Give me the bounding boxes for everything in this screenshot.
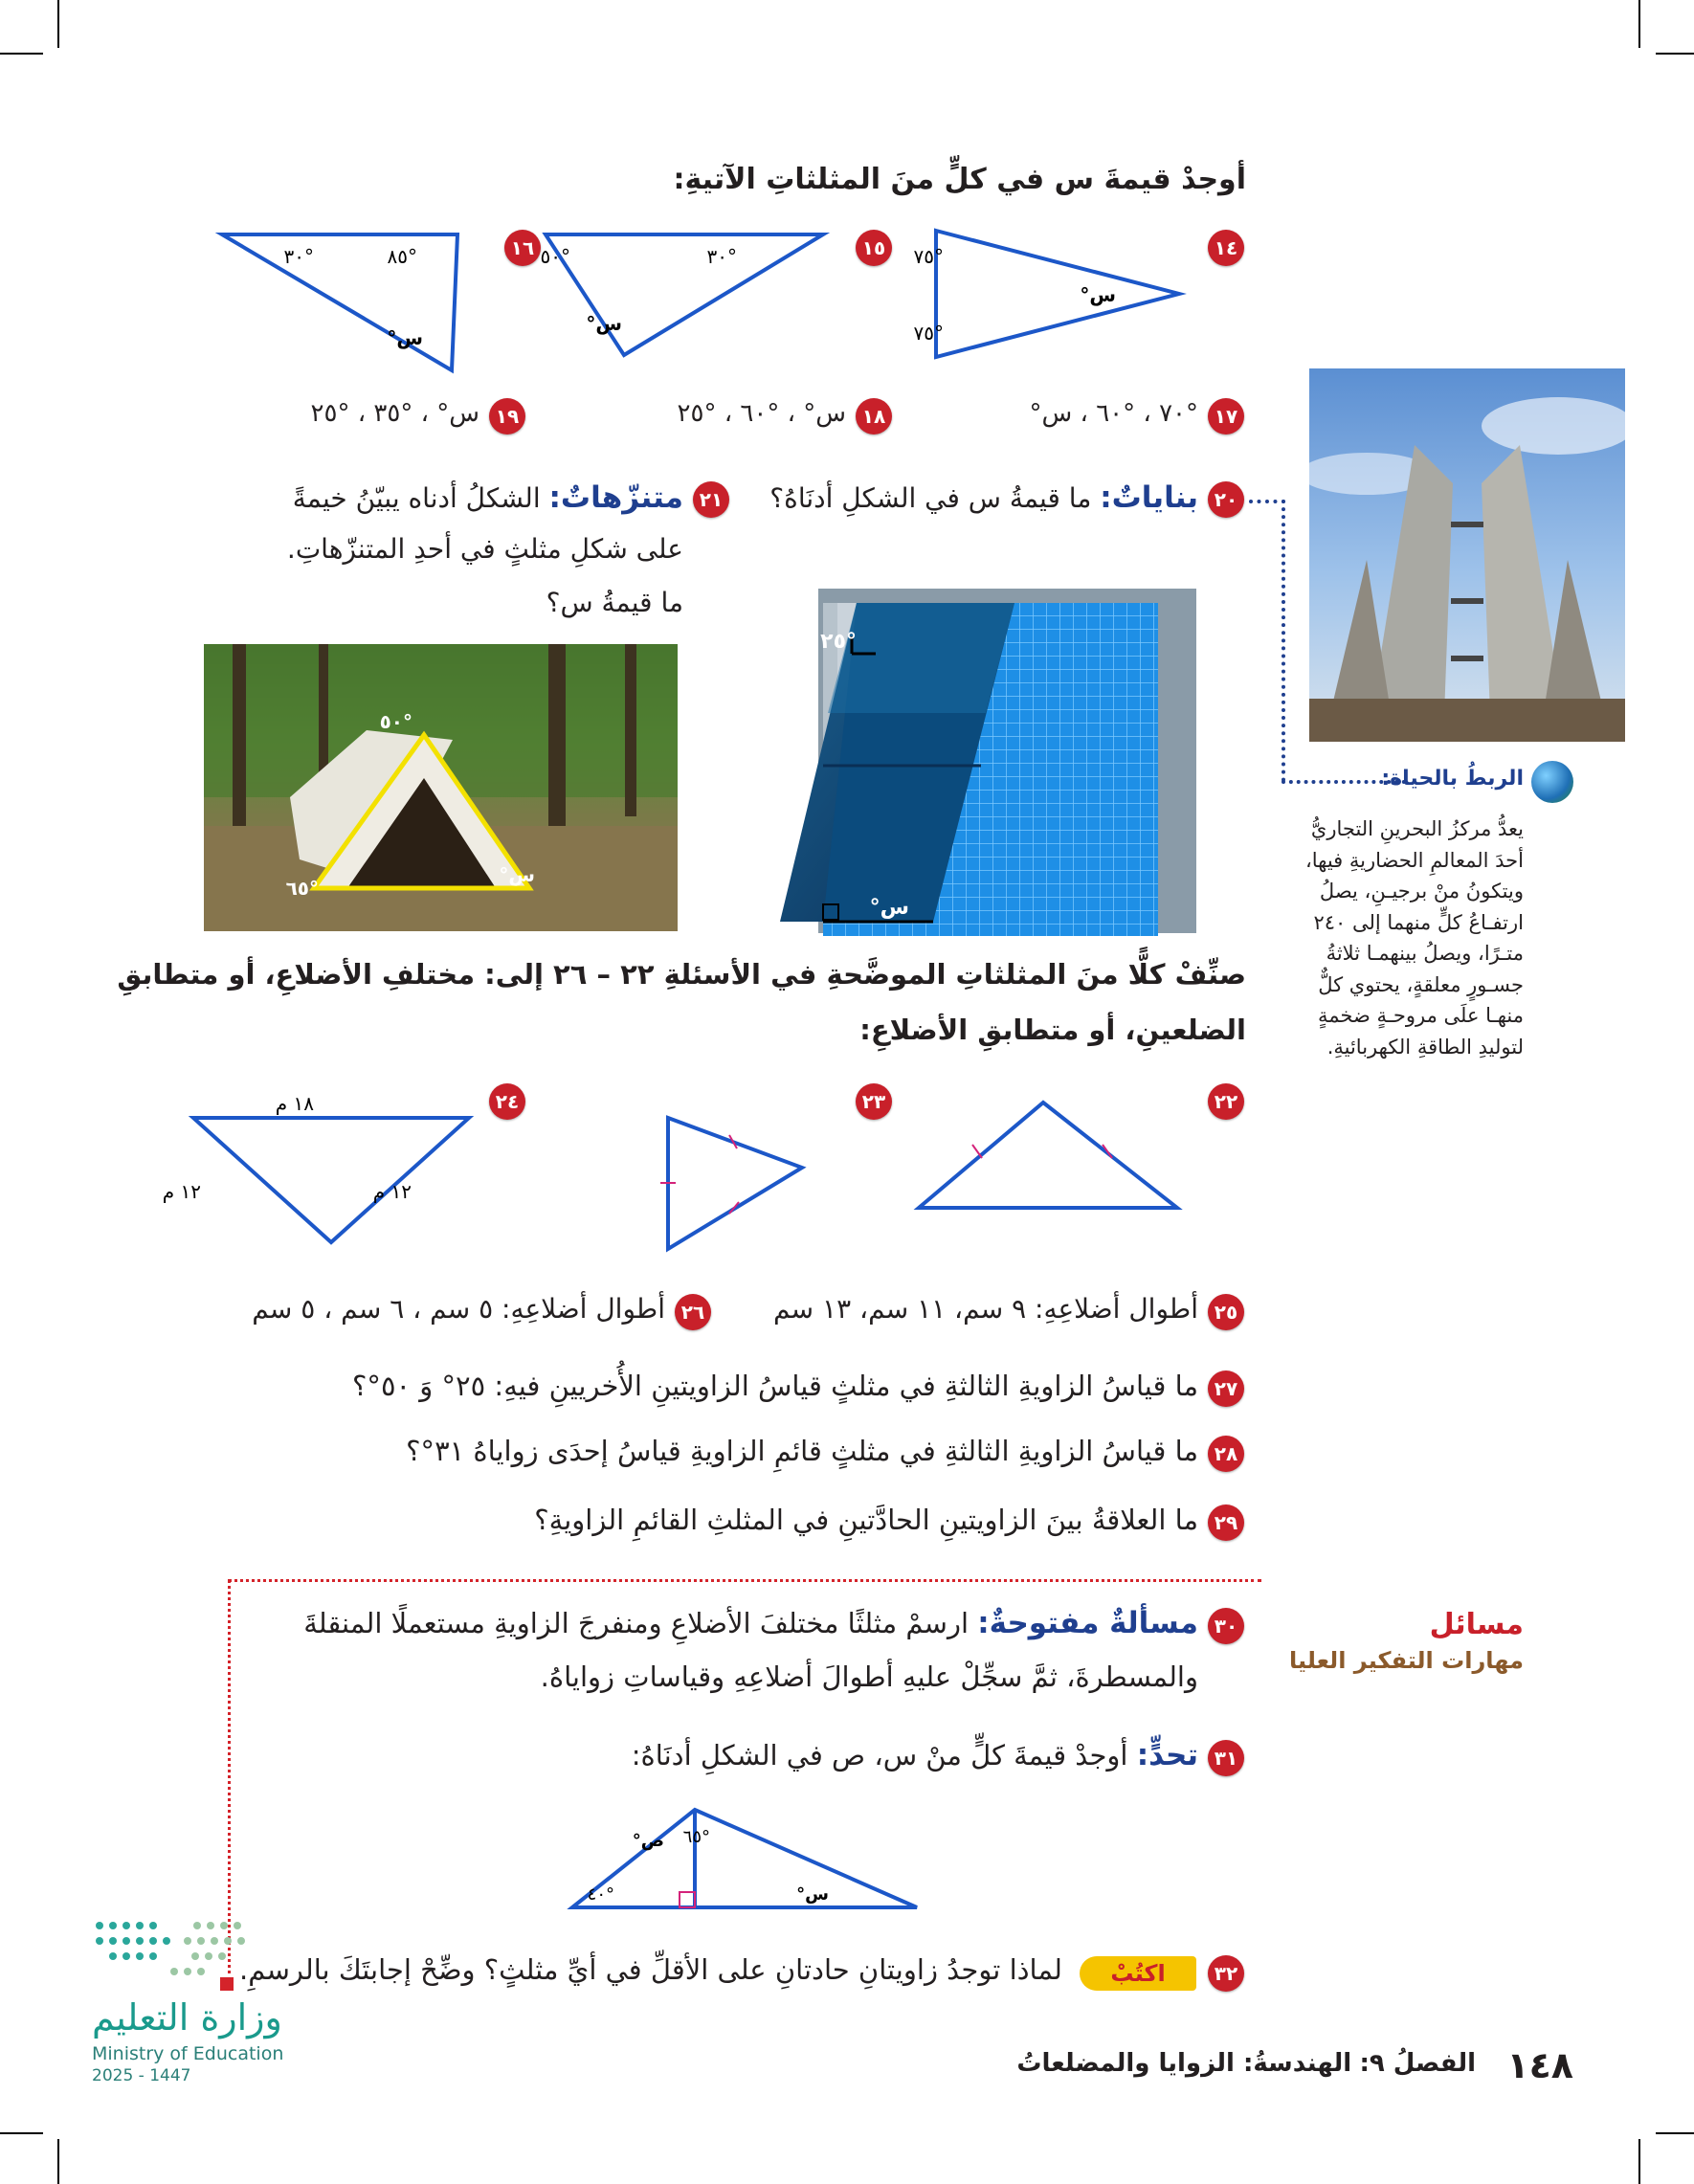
q20-text: ما قيمةُ س في الشكلِ أدنَاهُ؟ [769,482,1092,514]
q15-angle-x: س° [586,312,622,335]
building-illustration [818,589,1196,933]
classify-triangles [162,1091,1196,1263]
sidebar-line: لتوليدِ الطاقةِ الكهربائيةِ. [1326,1035,1524,1059]
connector-dots [1249,500,1285,503]
q31-number: ٣١ [1208,1740,1244,1776]
crop-mark [0,53,43,55]
triangle-24 [193,1118,469,1242]
q31-figure [565,1804,928,1914]
sidebar-line: جسـورٍ معلقةٍ، يحتوي كلٌّ [1318,972,1524,996]
q20-label: بناياتٌ: [1100,480,1198,515]
ministry-name-ar: وزارة التعليم [92,1996,282,2039]
footer-chapter-info [1016,2048,1476,2081]
q24-top-side: ١٨ م [275,1092,314,1115]
q14-angle-x: س° [1080,283,1116,306]
q20-angle-top: °٢٥ [820,630,857,654]
q18-text: س° ، °٦٠ ، °٢٥ [677,399,846,428]
q31-angle-x: س° [796,1884,829,1905]
q15-angle-a: °٥٠ [540,245,570,268]
q30-number: ٣٠ [1208,1608,1244,1644]
q21-angle-top: °٥٠ [379,710,412,733]
q16-angle-x: س° [387,326,423,349]
sidebar-body [1305,813,1524,1062]
q16-number: ١٦ [504,230,541,266]
q24-number: ٢٤ [489,1083,525,1120]
q24-right-side: ١٢ م [372,1180,412,1203]
globe-icon [1531,761,1573,803]
connector-dots [1282,500,1285,782]
q25-number: ٢٥ [1208,1294,1244,1330]
crop-mark [1656,53,1694,55]
q20-number: ٢٠ [1208,481,1244,518]
q19-number: ١٩ [489,398,525,435]
triangle-14 [936,231,1179,357]
q26-text: أطوال أضلاعِهِ: ٥ سم ، ٦ سم ، ٥ سم [252,1293,665,1325]
triangle-16 [222,234,457,370]
q21-label: متنزّهاتٌ: [548,480,683,515]
q19-text: س° ، °٣٥ ، °٢٥ [310,399,479,428]
instructions: أوجدْ قيمةَ س في كلٍّ منَ المثلثاتِ الآتيةِ: [673,163,1246,196]
sidebar-line: ويتكونُ منْ برجيـنِ، يصلُ [1319,880,1524,903]
ministry-name-en: Ministry of Education [92,2043,284,2064]
q20-question [769,479,1198,517]
q22-number: ٢٢ [1208,1083,1244,1120]
q21-line1: الشكلُ أدناه يبيّنُ خيمةً [292,482,541,514]
q31-label: تحدٍّ: [1136,1738,1198,1772]
q30-question [303,1604,1198,1642]
problems-title: مسائل [1429,1608,1524,1641]
building-diagram [818,589,1196,933]
q32-label: اكتُبْ [1080,1956,1196,1991]
q28-text: ما قياسُ الزاويةِ الثالثةِ في مثلثٍ قائمِ الزاويةِ قياسُ إحدَى زواياهُ ٣١°؟ [406,1435,1198,1467]
bahrain-wtc-photo [1309,368,1625,742]
q14-number: ١٤ [1208,230,1244,266]
page-number: ١٤٨ [1506,2044,1573,2086]
q17-text: °٧٠ ، °٦٠ ، س° [1029,399,1198,428]
q31-angle-y: ص° [632,1831,664,1851]
q16-angle-a: °٣٠ [283,245,314,268]
triangle-15 [546,234,823,355]
q28-number: ٢٨ [1208,1436,1244,1472]
q20-angle-x: س° [869,896,909,920]
q31-angle-65: °٦٥ [682,1827,710,1847]
q32-text: لماذا توجدُ زاويتانِ حادتانِ على الأقلِّ في أيِّ مثلثٍ؟ وضِّحْ إجابتَكَ بالرسمِ. [239,1953,1062,1986]
tent-photo [204,644,678,931]
sidebar-line: أحدَ المعالمِ الحضاريةِ فيها، [1304,848,1524,872]
q15-angle-b: °٣٠ [706,245,737,268]
q21-line2: على شكلِ مثلثٍ في أحدِ المتنزّهاتِ. [286,533,683,565]
q21-question [293,479,683,517]
q31-angle-40: °٤٠ [587,1884,614,1905]
q21-line3: ما قيمةُ س؟ [546,587,683,618]
q14-angle-b: °٧٥ [913,322,944,345]
q14-angle-a: °٧٥ [913,245,944,268]
q31-triangle [572,1810,917,1907]
q30-line1: ارسمْ مثلثًا مختلفَ الأضلاعِ ومنفرجَ الزاويةِ مستعملًا المنقلةَ [303,1607,970,1639]
crop-mark [1638,2139,1640,2184]
sidebar-line: يعدُّ مركزُ البحرينِ التجاريُّ [1310,817,1524,840]
q29-text: ما العلاقةُ بينَ الزاويتينِ الحادَّتينِ في المثلثِ القائمِ الزاويةِ؟ [534,1504,1198,1536]
triangle-22 [919,1103,1177,1208]
q27-text: ما قياسُ الزاويةِ الثالثةِ في مثلثٍ قياسُ الزاويتينِ الأُخريينِ فيهِ: ٢٥° وَ ٥٠°؟ [352,1370,1198,1402]
q15-number: ١٥ [856,230,892,266]
q16-angle-b: °٨٥ [387,245,417,268]
crop-mark [0,2132,43,2134]
q25-text: أطوال أضلاعِهِ: ٩ سم، ١١ سم، ١٣ سم [773,1293,1198,1325]
q18-number: ١٨ [856,398,892,435]
crop-mark [1638,0,1640,48]
ministry-logo-dots [92,1916,255,1983]
classify-line2: الضلعينِ، أو متطابقِ الأضلاعِ: [859,1014,1246,1046]
sidebar-line: منهـا علَى مروحـةٍ ضخمةٍ [1318,1004,1524,1028]
footer-title: الهندسةُ: الزوايا والمضلعاتُ [1016,2049,1352,2078]
q31-question [632,1736,1198,1774]
q21-angle-left: °٦٥ [285,877,319,900]
q27-number: ٢٧ [1208,1371,1244,1407]
footer-chapter: الفصلُ ٩: [1359,2049,1476,2078]
q17-number: ١٧ [1208,398,1244,435]
classify-line1: صنِّفْ كلًّا منَ المثلثاتِ الموضَّحةِ في الأسئلةِ ٢٢ – ٢٦ إلى: مختلفِ الأضلاعِ، أو متطابقِ [117,958,1246,991]
crop-mark [1656,2132,1694,2134]
q32-number: ٣٢ [1208,1955,1244,1992]
problems-subtitle: مهارات التفكير العليا [1289,1647,1524,1674]
sidebar-line: ارتفـاعُ كلٍّ منهما إلى ٢٤٠ [1313,910,1524,934]
sidebar-title: الربطُ بالحياة: [1381,767,1524,791]
triangles-row [211,225,1273,378]
q31-text: أوجدْ قيمةَ كلٍّ منْ س، ص في الشكلِ أدنَاهُ: [631,1739,1128,1772]
q24-left-side: ١٢ م [162,1180,201,1203]
triangle-23 [668,1118,802,1249]
section-divider [228,1579,1261,1582]
q26-number: ٢٦ [675,1294,711,1330]
ministry-year: 2025 - 1447 [92,2066,191,2085]
q30-line2: والمسطرةَ، ثمَّ سجِّلْ عليهِ أطوالَ أضلاعِهِ وقياساتِ زواياهُ. [540,1660,1198,1693]
q29-number: ٢٩ [1208,1504,1244,1541]
sidebar-line: متـرًا، ويصلُ بينهمـا ثلاثةُ [1326,942,1524,966]
q30-label: مسألةٌ مفتوحةٌ: [977,1606,1198,1640]
q23-number: ٢٣ [856,1083,892,1120]
q21-number: ٢١ [693,481,729,518]
tent-illustration [204,644,678,931]
crop-mark [57,2139,59,2184]
crop-mark [57,0,59,48]
q21-angle-x: س° [499,863,535,886]
towers-illustration [1309,368,1625,742]
